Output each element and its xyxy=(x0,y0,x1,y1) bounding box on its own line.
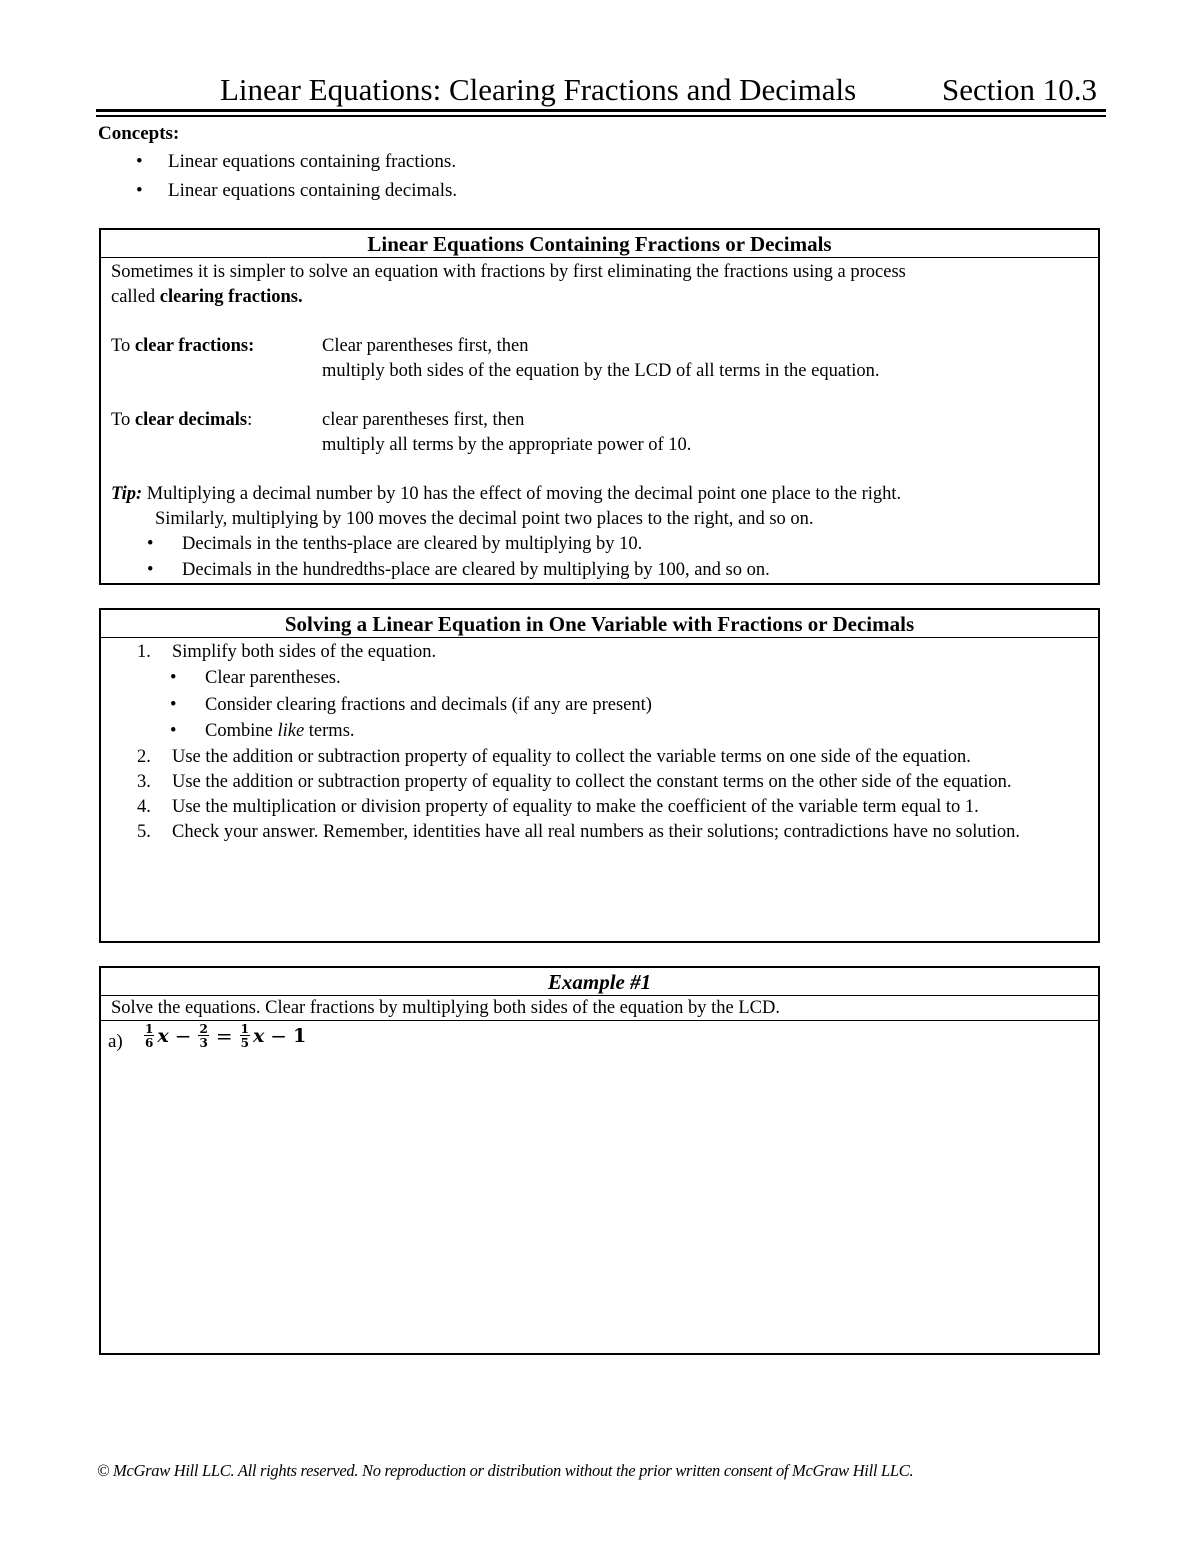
example-instruction: Solve the equations. Clear fractions by multiplying both sides of the equation by the LCD. xyxy=(101,996,1098,1021)
step-item xyxy=(101,820,1098,845)
example-box xyxy=(99,966,1100,1355)
clear-fractions-label xyxy=(111,334,254,359)
tip-bullet: • Decimals in the hundredths-place are cleared by multiplying by 100, and so on. xyxy=(111,558,1098,584)
label-term: clear fractions: xyxy=(134,336,255,356)
page-header xyxy=(97,70,1103,110)
tip-label: Tip: xyxy=(111,484,143,504)
step-number: 3. xyxy=(137,771,151,792)
concept-item: • Linear equations containing fractions. xyxy=(98,148,457,177)
substep-text: terms. xyxy=(304,721,355,741)
denominator: 6 xyxy=(145,1036,154,1050)
fraction-two-thirds xyxy=(198,1023,208,1049)
section-number: Section 10.3 xyxy=(942,72,1097,107)
substep-text: Combine xyxy=(205,721,278,741)
label-prefix: To xyxy=(111,336,135,356)
concepts-heading: Concepts: xyxy=(98,123,180,144)
clear-decimals-row xyxy=(111,433,1098,458)
box-body xyxy=(101,258,1098,584)
clear-fractions-row xyxy=(111,359,1098,384)
step-text: Check your answer. Remember, identities have all real numbers as their solutions; contradictions have no solution. xyxy=(172,821,1021,842)
label-term: clear decimals xyxy=(134,410,248,430)
step-item xyxy=(101,640,1098,745)
substep-item xyxy=(101,718,1086,745)
header-rule-thin xyxy=(96,115,1106,117)
step-item xyxy=(101,770,1098,795)
minus-sign: − xyxy=(270,1024,288,1048)
tip-text: Multiplying a decimal number by 10 has the effect of moving the decimal point one place to the right. xyxy=(142,484,902,504)
tip-line xyxy=(111,482,1098,507)
part-a-label: a) xyxy=(108,1031,123,1052)
fraction-one-sixth xyxy=(144,1023,154,1049)
clear-fractions-step1: Clear parentheses first, then xyxy=(322,336,529,356)
minus-sign: − xyxy=(174,1024,192,1048)
concepts-section xyxy=(98,120,457,205)
numerator: 1 xyxy=(240,1022,249,1036)
step-text: Use the addition or subtraction property of equality to collect the constant terms on the other side of the equation. xyxy=(172,771,1012,792)
step-number: 4. xyxy=(137,796,151,817)
clear-fractions-row xyxy=(111,334,1098,359)
constant-one: 1 xyxy=(293,1025,307,1047)
substep-item: • Consider clearing fractions and decimals (if any are present) xyxy=(101,692,1086,719)
header-rule-thick xyxy=(96,109,1106,112)
step-number: 2. xyxy=(137,746,151,767)
clear-decimals-step2: multiply all terms by the appropriate power of 10. xyxy=(322,435,692,455)
step-number: 5. xyxy=(137,821,151,842)
step-number: 1. xyxy=(137,642,151,662)
variable-x: x xyxy=(157,1025,169,1047)
example-title-text: Example #1 xyxy=(547,970,652,994)
tip-line: Similarly, multiplying by 100 moves the decimal point two places to the right, and so on. xyxy=(155,509,814,529)
step-item xyxy=(101,795,1098,820)
concept-item: • Linear equations containing decimals. xyxy=(98,177,457,206)
clear-fractions-step2: multiply both sides of the equation by the LCD of all terms in the equation. xyxy=(322,361,880,381)
example-title xyxy=(101,968,1098,996)
box-title: Linear Equations Containing Fractions or Decimals xyxy=(101,230,1098,258)
concepts-list xyxy=(98,148,457,205)
steps-list xyxy=(101,640,1098,845)
page-title: Linear Equations: Clearing Fractions and Decimals xyxy=(220,72,857,107)
substep-emphasis: like xyxy=(277,721,305,741)
denominator: 3 xyxy=(199,1036,208,1050)
fractions-decimals-box xyxy=(99,228,1100,585)
substep-item: • Clear parentheses. xyxy=(101,665,1086,692)
clearing-fractions-term: clearing fractions. xyxy=(159,287,303,307)
equation xyxy=(143,1023,306,1049)
clear-decimals-label xyxy=(111,408,252,433)
solving-steps-box xyxy=(99,608,1100,943)
step-text: Simplify both sides of the equation. xyxy=(172,642,437,662)
clear-decimals-row xyxy=(111,408,1098,433)
label-colon: : xyxy=(247,410,253,430)
intro-line: Sometimes it is simpler to solve an equation with fractions by first eliminating the fractions using a process xyxy=(111,262,906,282)
box-body xyxy=(101,638,1098,845)
box-title: Solving a Linear Equation in One Variable with Fractions or Decimals xyxy=(101,610,1098,638)
fraction-one-fifth xyxy=(240,1023,250,1049)
numerator: 2 xyxy=(199,1022,208,1036)
denominator: 5 xyxy=(240,1036,249,1050)
step-text: Use the multiplication or division property of equality to make the coefficient of the variable term equal to 1. xyxy=(172,796,979,817)
example-part-a xyxy=(101,1021,1098,1067)
clear-decimals-step1: clear parentheses first, then xyxy=(322,410,525,430)
tip-bullet: • Decimals in the tenths-place are cleared by multiplying by 10. xyxy=(111,532,1098,558)
label-prefix: To xyxy=(111,410,135,430)
variable-x: x xyxy=(252,1025,265,1047)
intro-text: called xyxy=(111,287,160,307)
equals-sign: = xyxy=(215,1024,233,1048)
step-item xyxy=(101,745,1098,770)
intro-line xyxy=(111,285,1098,310)
step-text: Use the addition or subtraction property of equality to collect the variable terms on one side of the equation. xyxy=(172,746,971,767)
numerator: 1 xyxy=(145,1022,154,1036)
copyright-footer: © McGraw Hill LLC. All rights reserved. No reproduction or distribution without the prior written consent of McGraw Hill LLC. xyxy=(97,1461,914,1480)
